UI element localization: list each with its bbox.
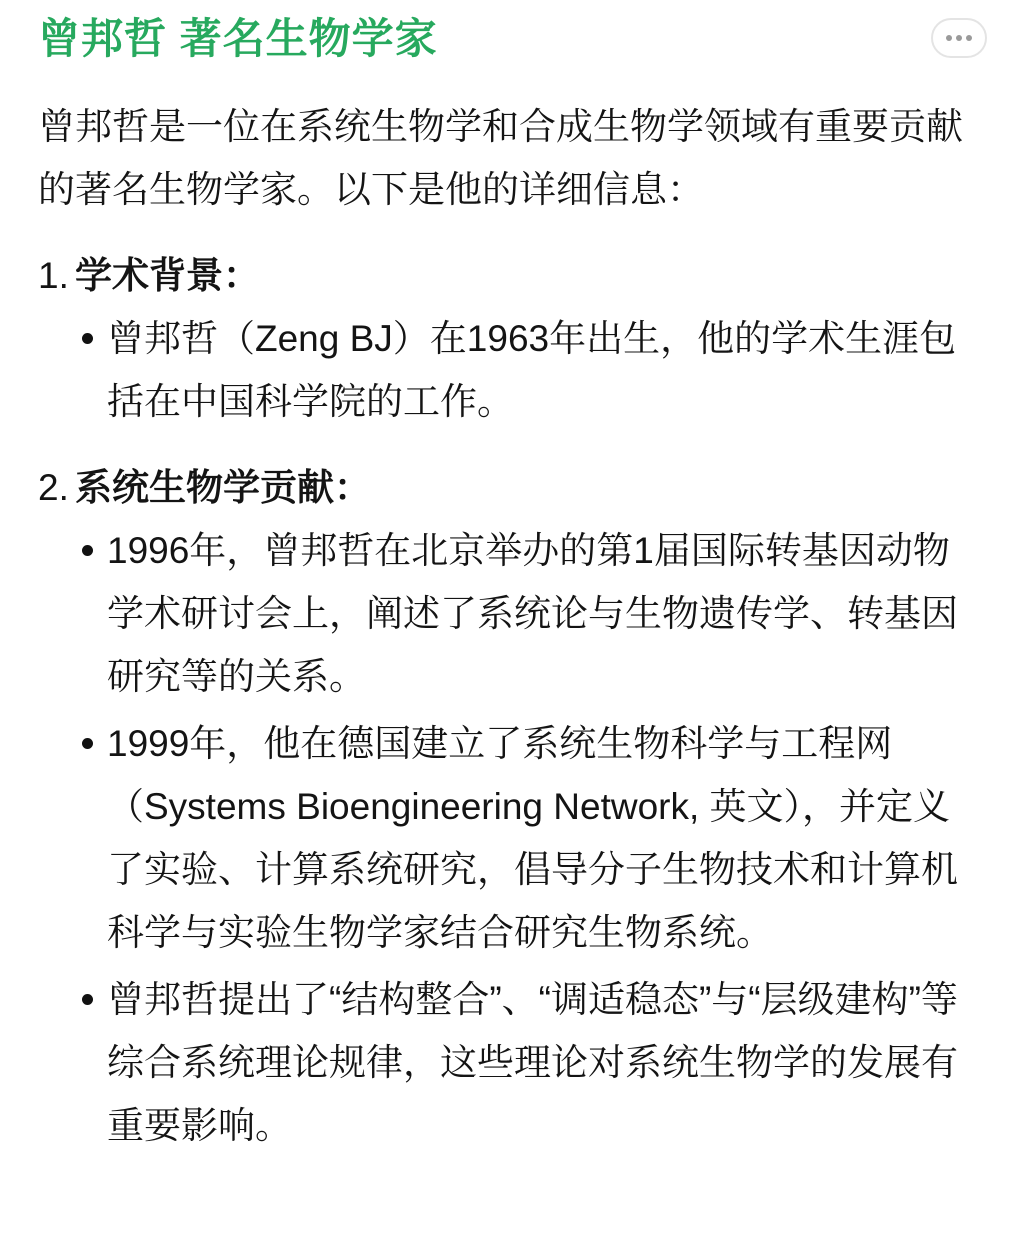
section-title: 学术背景： [75, 255, 260, 296]
bullet-icon [82, 738, 93, 749]
more-button[interactable] [931, 18, 987, 58]
list-item [38, 968, 986, 1157]
section-systems-biology-contributions [38, 456, 986, 1157]
section-number: 1. [38, 255, 69, 296]
section-academic-background [38, 244, 986, 433]
ellipsis-icon [946, 35, 972, 41]
bullet-list [38, 307, 986, 433]
bullet-text: 曾邦哲（Zeng BJ）在1963年出生，他的学术生涯包括在中国科学院的工作。 [107, 318, 957, 422]
section-number: 2. [38, 467, 69, 508]
list-item [38, 712, 986, 964]
section-heading [38, 244, 986, 307]
bullet-list [38, 519, 986, 1157]
section-title: 系统生物学贡献： [75, 467, 371, 508]
list-item [38, 519, 986, 708]
bullet-text: 1999年，他在德国建立了系统生物科学与工程网（Systems Bioengineering Network, 英文），并定义了实验、计算系统研究，倡导分子生物技术和计算机科学与实验生物学家结合研究生物系统。 [107, 723, 958, 953]
bullet-text: 1996年，曾邦哲在北京举办的第1届国际转基因动物学术研讨会上，阐述了系统论与生物遗传学、转基因研究等的关系。 [107, 530, 958, 697]
section-heading [38, 456, 986, 519]
bullet-icon [82, 333, 93, 344]
intro-paragraph: 曾邦哲是一位在系统生物学和合成生物学领域有重要贡献的著名生物学家。以下是他的详细信息： [38, 106, 963, 210]
page-title: 曾邦哲 著名生物学家 [38, 15, 438, 62]
bullet-icon [82, 545, 93, 556]
bullet-icon [82, 994, 93, 1005]
header [38, 0, 986, 64]
bullet-text: 曾邦哲提出了“结构整合”、“调适稳态”与“层级建构”等综合系统理论规律，这些理论对系统生物学的发展有重要影响。 [107, 979, 958, 1146]
list-item [38, 307, 986, 433]
